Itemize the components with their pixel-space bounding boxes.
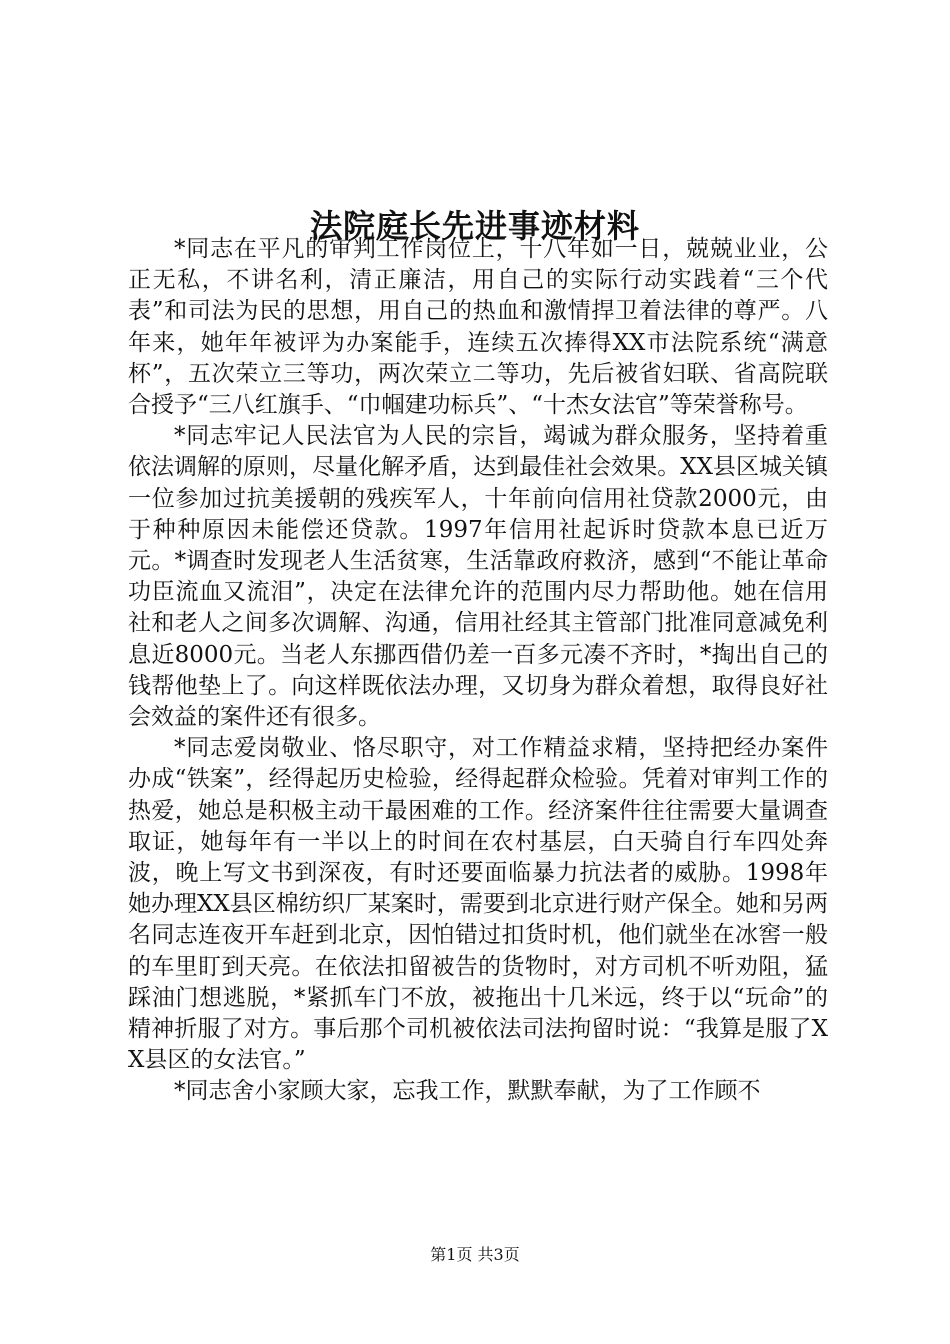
document-title: 法院庭长先进事迹材料: [309, 207, 640, 246]
document-body: [128, 234, 828, 1108]
paragraph-2: *同志牢记人民法官为人民的宗旨，竭诚为群众服务，坚持着重依法调解的原则，尽量化解矛盾，达到最佳社会效果。XX县区城关镇一位参加过抗美援朝的残疾军人，十年前向信用社贷款2000元，由于种种原因未能偿还贷款。1997年信用社起诉时贷款本息已近万元。*调查时发现老人生活贫寒，生活靠政府救济，感到“不能让革命功臣流血又流泪”，决定在法律允许的范围内尽力帮助他。她在信用社和老人之间多次调解、沟通，信用社经其主管部门批准同意减免利息近8000元。当老人东挪西借仍差一百多元凑不齐时，*掏出自己的钱帮他垫上了。向这样既依法办理，又切身为群众着想，取得良好社会效益的案件还有很多。: [128, 423, 828, 731]
paragraph-3: *同志爱岗敬业、恪尽职守，对工作精益求精，坚持把经办案件办成“铁案”，经得起历史检验，经得起群众检验。凭着对审判工作的热爱，她总是积极主动干最困难的工作。经济案件往往需要大量调查取证，她每年有一半以上的时间在农村基层，白天骑自行车四处奔波，晚上写文书到深夜，有时还要面临暴力抗法者的威胁。1998年她办理XX县区棉纺织厂某案时，需要到北京进行财产保全。她和另两名同志连夜开车赶到北京，因怕错过扣货时机，他们就坐在冰窖一般的车里盯到天亮。在依法扣留被告的货物时，对方司机不听劝阻，猛踩油门想逃脱，*紧抓车门不放，被拖出十几米远，终于以“玩命”的精神折服了对方。事后那个司机被依法司法拘留时说：“我算是服了XX县区的女法官。”: [128, 735, 828, 1074]
paragraph-1: *同志在平凡的审判工作岗位上，十八年如一日，兢兢业业，公正无私，不讲名利，清正廉洁，用自己的实际行动实践着“三个代表”和司法为民的思想，用自己的热血和激情捍卫着法律的尊严。八年来，她年年被评为办案能手，连续五次捧得XX市法院系统“满意杯”，五次荣立三等功，两次荣立二等功，先后被省妇联、省高院联合授予“三八红旗手、“巾帼建功标兵”、“十杰女法官”等荣誉称号。: [128, 236, 828, 419]
page-footer: 第1页 共3页: [430, 1245, 520, 1264]
paragraph-4: *同志舍小家顾大家，忘我工作，默默奉献，为了工作顾不: [174, 1078, 761, 1105]
